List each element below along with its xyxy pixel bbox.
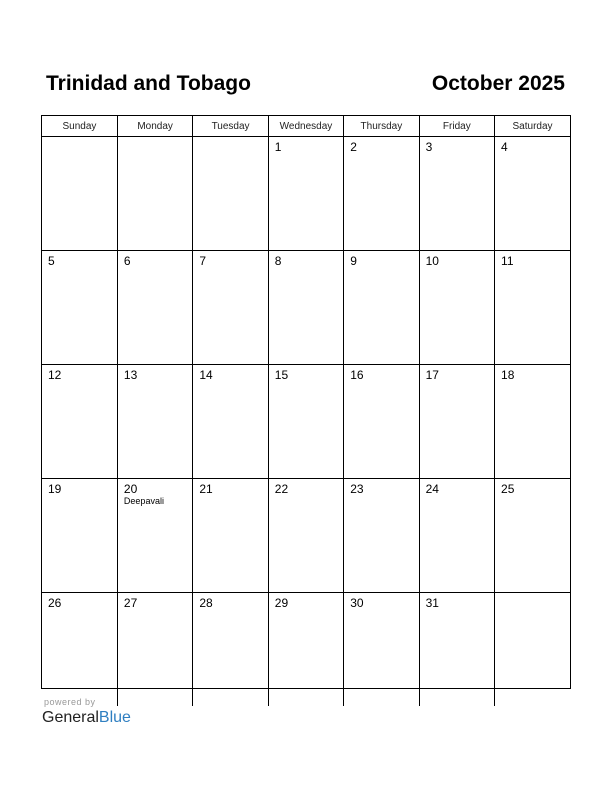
- weekday-header-monday: Monday: [117, 116, 192, 137]
- day-number: 9: [350, 254, 357, 268]
- day-number: 3: [425, 140, 433, 154]
- weekday-header-thursday: Thursday: [344, 116, 419, 137]
- day-cell: [193, 137, 268, 251]
- day-cell: [117, 137, 192, 251]
- month-title: October 2025: [431, 72, 565, 95]
- day-cell: [193, 251, 268, 365]
- day-number: 4: [501, 140, 508, 154]
- powered-by-text: powered by: [44, 697, 96, 707]
- day-number: 10: [425, 254, 439, 268]
- day-number: 26: [48, 596, 62, 610]
- day-cell: [419, 251, 494, 365]
- day-cell: [419, 479, 494, 593]
- week-row: [42, 479, 570, 593]
- day-cell: [419, 137, 494, 251]
- day-cell: [495, 137, 570, 251]
- day-cell: [42, 365, 117, 479]
- day-cell: [344, 365, 419, 479]
- brand-name-general: General: [42, 709, 99, 726]
- day-cell: [344, 593, 419, 707]
- day-number: 2: [350, 140, 357, 154]
- weekday-header-saturday: Saturday: [495, 116, 570, 137]
- day-number: 17: [425, 368, 439, 382]
- day-number: 24: [425, 482, 439, 496]
- holiday-label: Deepavali: [123, 496, 164, 506]
- day-number: 16: [350, 368, 364, 382]
- day-number: 20: [123, 482, 138, 496]
- day-cell: [117, 479, 192, 593]
- day-cell: [495, 593, 570, 707]
- weekday-header-wednesday: Wednesday: [268, 116, 343, 137]
- day-cell: [117, 365, 192, 479]
- day-number: 25: [501, 482, 515, 496]
- week-row: [42, 251, 570, 365]
- day-cell: [268, 137, 343, 251]
- day-cell: [268, 593, 343, 707]
- day-number: 30: [350, 596, 364, 610]
- week-row: [42, 137, 570, 251]
- day-cell: [419, 365, 494, 479]
- calendar-table: [42, 116, 570, 706]
- weekday-header-tuesday: Tuesday: [193, 116, 268, 137]
- day-number: 6: [123, 254, 131, 268]
- day-cell: [42, 479, 117, 593]
- weekday-header-sunday: Sunday: [42, 116, 117, 137]
- day-number: 14: [199, 368, 213, 382]
- day-cell: [193, 479, 268, 593]
- brand-name-blue: Blue: [98, 709, 131, 726]
- week-row: [42, 593, 570, 707]
- day-cell: [42, 251, 117, 365]
- day-cell: [495, 365, 570, 479]
- generalblue-logo[interactable]: [42, 708, 131, 728]
- day-number: 23: [350, 482, 364, 496]
- day-cell: [495, 479, 570, 593]
- day-number: 11: [501, 254, 514, 268]
- weekday-header-friday: Friday: [419, 116, 494, 137]
- day-cell: [193, 365, 268, 479]
- day-number: 27: [123, 596, 138, 610]
- day-cell: [419, 593, 494, 707]
- day-cell: [268, 251, 343, 365]
- country-title: Trinidad and Tobago: [46, 72, 251, 95]
- day-cell: [344, 479, 419, 593]
- day-number: 8: [274, 254, 282, 268]
- day-cell: [117, 251, 192, 365]
- day-cell: [117, 593, 192, 707]
- day-number: 31: [425, 596, 439, 610]
- day-cell: [495, 251, 570, 365]
- day-cell: [268, 479, 343, 593]
- day-number: 7: [199, 254, 207, 268]
- day-cell: [268, 365, 343, 479]
- week-row: [42, 365, 570, 479]
- day-number: 29: [274, 596, 289, 610]
- day-cell: [344, 137, 419, 251]
- calendar-body: [42, 137, 570, 707]
- day-number: 21: [199, 482, 213, 496]
- day-number: 28: [199, 596, 213, 610]
- day-number: 18: [501, 368, 515, 382]
- day-number: 19: [48, 482, 62, 496]
- calendar-grid: [41, 115, 571, 689]
- day-cell: [42, 137, 117, 251]
- day-cell: [42, 593, 117, 707]
- day-number: 12: [48, 368, 62, 382]
- weekday-header-row: [42, 116, 570, 137]
- day-number: 13: [123, 368, 138, 382]
- day-number: 15: [274, 368, 289, 382]
- day-number: 22: [274, 482, 289, 496]
- day-cell: [344, 251, 419, 365]
- day-number: 5: [48, 254, 55, 268]
- day-cell: [193, 593, 268, 707]
- day-number: 1: [274, 140, 282, 154]
